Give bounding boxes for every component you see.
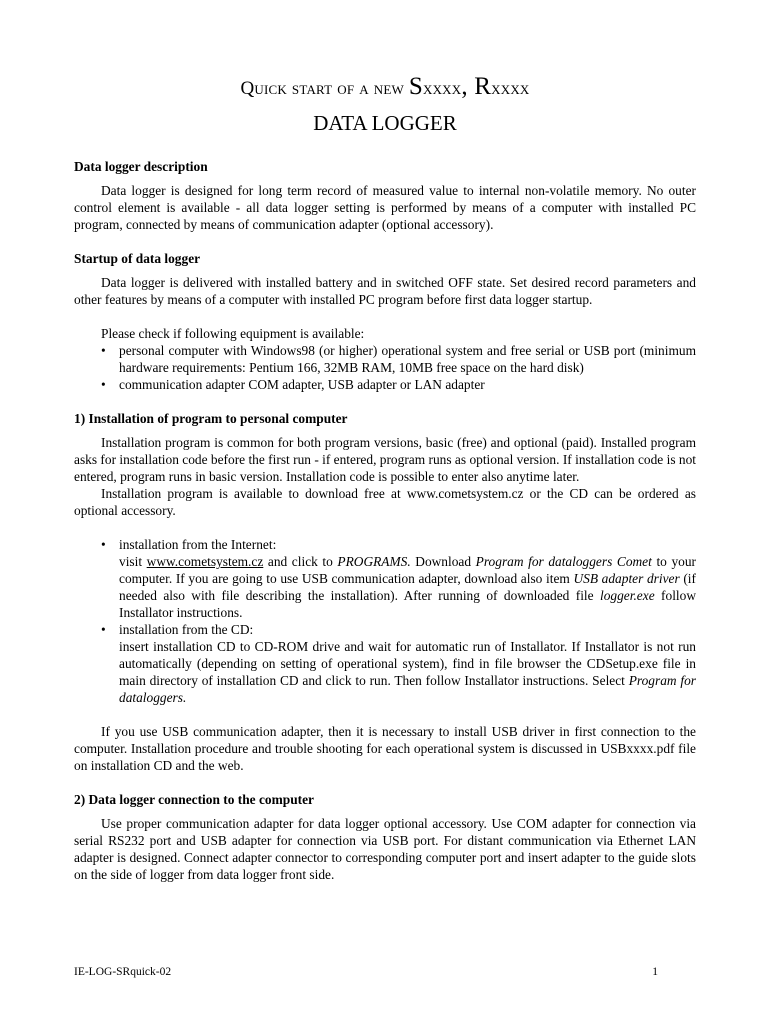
- paragraph-usb-driver: If you use USB communication adapter, then it is necessary to install USB driver in first connection to the computer. Installation procedure and trouble shooting for each operational system is discussed in USBxxxx.pdf file on installation CD and the web.: [74, 724, 696, 773]
- title-s: S: [408, 73, 423, 100]
- title-r: R: [474, 73, 492, 100]
- bullet-icon: •: [101, 343, 106, 358]
- section-heading-connection: 2) Data logger connection to the computer: [74, 792, 314, 807]
- bullet-icon: •: [101, 622, 106, 637]
- paragraph-startup: Data logger is delivered with installed battery and in switched OFF state. Set desired record parameters and other features by means of a computer with installed PC program before first data logger startup.: [74, 275, 696, 307]
- section-heading-description: Data logger description: [74, 159, 208, 174]
- installation-methods-list: [74, 536, 696, 706]
- page-number: 1: [652, 966, 658, 978]
- section-heading-installation: 1) Installation of program to personal computer: [74, 411, 348, 426]
- document-subtitle: DATA LOGGER: [313, 111, 457, 135]
- paragraph-installation-2: Installation program is available to download free at www.cometsystem.cz or the CD can be ordered as optional accessory.: [74, 486, 696, 518]
- list-item: • personal computer with Windows98 (or higher) operational system and free serial or USB port (minimum hardware requirements: Pentium 166, 32MB RAM, 10MB free space on the hard disk): [101, 343, 696, 375]
- paragraph-connection: Use proper communication adapter for data logger optional accessory. Use COM adapter for connection via serial RS232 port and USB adapter for connection via USB port. For distant communication via Ethernet LAN adapter is designed. Connect adapter connector to corresponding computer port and insert adapter to the guide slots on the side of logger from data logger front side.: [74, 816, 696, 882]
- list-item: • communication adapter COM adapter, USB adapter or LAN adapter: [101, 377, 485, 392]
- document-title: [74, 72, 696, 104]
- title-sep: ,: [461, 73, 475, 100]
- list-item-internet: • installation from the Internet: visit www.cometsystem.cz and click to PROGRAMS. Download Program for dataloggers Comet to your computer. If you are going to use USB communication adapter, download also item USB adapter driver (if needed also with file describing the installation). After running of downloaded file logger.exe follow Installator instructions.: [101, 537, 696, 620]
- page-footer: [74, 966, 658, 978]
- document-id: IE-LOG-SRquick-02: [74, 966, 172, 978]
- bullet-icon: •: [101, 377, 106, 392]
- website-link[interactable]: www.cometsystem.cz: [146, 554, 264, 569]
- title-r-rest: xxxx: [491, 78, 530, 99]
- title-prefix: Quick start of a new: [240, 78, 409, 99]
- section-heading-startup: Startup of data logger: [74, 251, 201, 266]
- equipment-list: [74, 342, 696, 393]
- paragraph-installation-1: Installation program is common for both program versions, basic (free) and optional (paid). Installed program asks for installation code before the first run - if entered, program runs as optional version. If installation code is not entered, program runs in basic version. Installation code is possible to enter also anytime later.: [74, 435, 696, 484]
- paragraph-check-equipment: Please check if following equipment is available:: [101, 326, 365, 341]
- paragraph-description: Data logger is designed for long term record of measured value to internal non-volatile memory. No outer control element is available - all data logger setting is performed by means of a computer with installed PC program, connected by means of communication adapter (optional accessory).: [74, 183, 696, 232]
- list-item-cd: • installation from the CD: insert installation CD to CD-ROM drive and wait for automatic run of Installator. If Installator is not run automatically (depending on setting of operational system), find in file browser the CDSetup.exe file in main directory of installation CD and click to run. Then follow Installator instructions. Select Program for dataloggers.: [101, 622, 696, 705]
- bullet-icon: •: [101, 537, 106, 552]
- title-s-rest: xxxx: [423, 78, 462, 99]
